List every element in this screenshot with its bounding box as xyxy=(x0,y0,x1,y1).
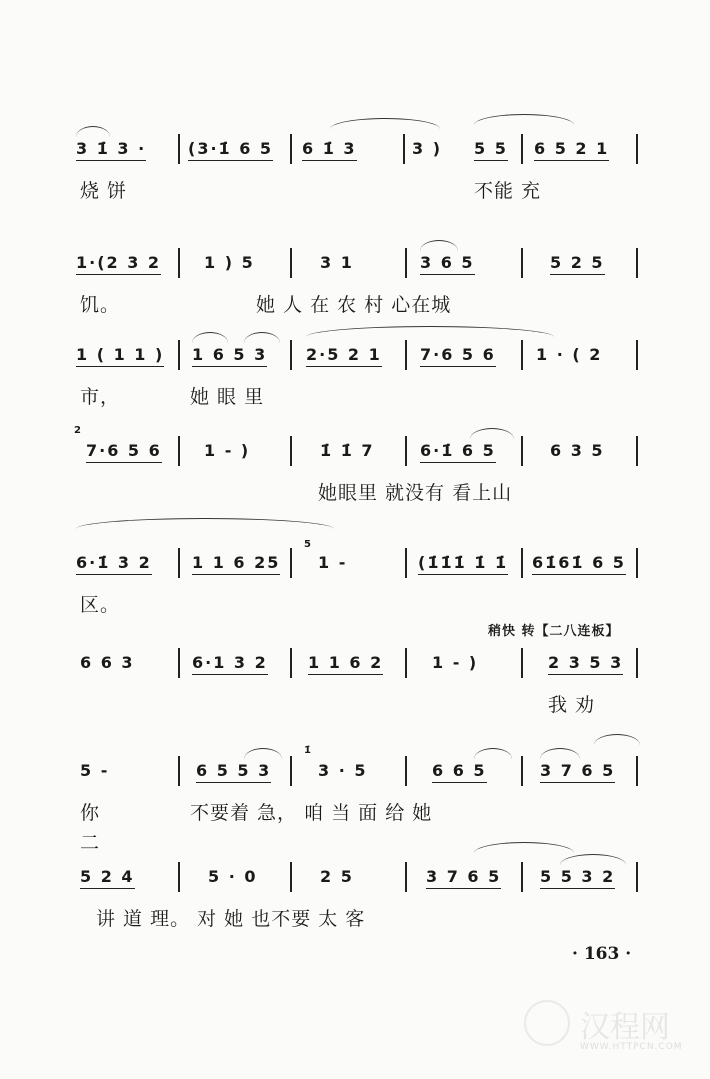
lyric-text: 你 xyxy=(80,802,101,824)
barline xyxy=(290,436,292,466)
grace-note: 5 xyxy=(304,539,311,550)
barline xyxy=(636,648,638,678)
score-line-6 xyxy=(0,652,710,722)
measure-notes: 2 5 xyxy=(320,867,354,886)
slur xyxy=(244,748,282,759)
barline xyxy=(290,548,292,578)
score-line-5 xyxy=(0,539,710,622)
barline xyxy=(636,248,638,278)
barline xyxy=(521,248,523,278)
measure-notes: 1 ( 1 1 ) xyxy=(76,344,164,367)
measure-notes: 3 6 5 xyxy=(420,252,475,275)
measure-notes: 6·1̇ 3 2 xyxy=(76,552,152,575)
barline xyxy=(178,436,180,466)
measure-notes: 6·1̇ 6 5 xyxy=(420,440,496,463)
measure-notes: 5 2 4 xyxy=(80,866,135,889)
measure-notes: 3 7 6 5 xyxy=(426,866,501,889)
barline xyxy=(521,340,523,370)
barline xyxy=(290,756,292,786)
score-line-1 xyxy=(0,138,710,208)
measure-notes: 5 - xyxy=(80,761,110,780)
barline xyxy=(521,134,523,164)
measure-notes: 1 1 6 2 xyxy=(308,652,383,675)
measure-notes: 5 5 xyxy=(474,138,508,161)
barline xyxy=(636,756,638,786)
barline xyxy=(636,436,638,466)
measure-notes: 3 1̇ 3 · xyxy=(76,138,146,161)
barline xyxy=(178,756,180,786)
measure-notes: 1 1 6 25 xyxy=(192,552,280,575)
page-number: · 163 · xyxy=(572,944,632,964)
measure-notes: 61̇61̇ 6 5 xyxy=(532,552,626,575)
watermark-text: 汉程网 xyxy=(580,1010,670,1045)
measure-notes: 1̇ 1̇ 7 xyxy=(320,441,375,460)
barline xyxy=(636,340,638,370)
slur xyxy=(474,748,512,759)
barline xyxy=(405,756,407,786)
slur xyxy=(594,734,640,745)
lyric-text: 她眼里 就没有 看上山 xyxy=(318,482,513,504)
barline xyxy=(403,134,405,164)
slur xyxy=(560,854,626,865)
measure-notes: 1·(2 3 2 xyxy=(76,252,161,275)
slur xyxy=(330,118,440,129)
barline xyxy=(178,862,180,892)
score-line-4 xyxy=(0,425,710,510)
measure-notes: 3 ) xyxy=(412,139,443,158)
score-line-3 xyxy=(0,344,710,414)
lyric-text: 不要着 急， 咱 当 面 给 她 xyxy=(190,802,433,824)
grace-note: 2 xyxy=(74,425,81,436)
measure-notes: (1̇1̇1̇ 1̇ 1̇ xyxy=(418,552,508,575)
barline xyxy=(178,648,180,678)
slur xyxy=(470,428,514,439)
slur xyxy=(244,332,280,343)
barline xyxy=(636,548,638,578)
watermark-logo-icon xyxy=(524,1000,570,1046)
barline xyxy=(521,648,523,678)
grace-note: 1̇ xyxy=(304,745,311,756)
lyric-text: 二 xyxy=(80,832,101,854)
score-line-7 xyxy=(0,745,710,830)
lyric-text: 她 人 在 农 村 心在城 xyxy=(256,294,452,316)
lyric-text: 区。 xyxy=(80,594,121,616)
barline xyxy=(290,340,292,370)
measure-notes: 3 1 xyxy=(320,253,354,272)
barline xyxy=(405,548,407,578)
barline xyxy=(521,756,523,786)
measure-notes: 1 - ) xyxy=(204,441,251,460)
lyric-text: 不能 充 xyxy=(474,180,542,202)
score-line-2 xyxy=(0,252,710,322)
measure-notes: 5 2 5 xyxy=(550,252,605,275)
slur xyxy=(474,114,574,125)
measure-notes: 1 - ) xyxy=(432,653,479,672)
barline xyxy=(178,340,180,370)
measure-notes: 6 5 2 1 xyxy=(534,138,609,161)
measure-notes: 7·6 5 6 xyxy=(420,344,496,367)
slur xyxy=(76,126,110,137)
measure-notes: 2·5 2 1 xyxy=(306,344,382,367)
barline xyxy=(405,862,407,892)
barline xyxy=(521,548,523,578)
barline xyxy=(405,648,407,678)
barline xyxy=(290,648,292,678)
lyric-text: 我 劝 xyxy=(548,694,596,716)
slur xyxy=(420,240,458,251)
slur xyxy=(192,332,228,343)
barline xyxy=(290,862,292,892)
barline xyxy=(636,862,638,892)
barline xyxy=(521,862,523,892)
measure-notes: 5 5 3 2 xyxy=(540,866,615,889)
barline xyxy=(290,248,292,278)
barline xyxy=(636,134,638,164)
barline xyxy=(290,134,292,164)
measure-notes: 1 6 5 3 xyxy=(192,344,267,367)
barline xyxy=(405,340,407,370)
barline xyxy=(405,436,407,466)
lyric-text: 讲 道 理。 对 她 也不要 太 客 xyxy=(96,908,366,930)
slur xyxy=(306,326,554,337)
slur xyxy=(474,842,574,853)
measure-notes: 3 7 6 5 xyxy=(540,760,615,783)
tempo-marking: 稍快 转【二八连板】 xyxy=(488,624,620,639)
measure-notes: 6 6 5 xyxy=(432,760,487,783)
measure-notes: 5 · 0 xyxy=(208,867,258,886)
measure-notes: 7·6 5 6 xyxy=(86,440,162,463)
lyric-text: 市， xyxy=(80,386,121,408)
measure-notes: 6 3 5 xyxy=(550,441,605,460)
lyric-text: 烧 饼 xyxy=(80,180,128,202)
measure-notes: 1 - xyxy=(318,553,348,572)
measure-notes: 3 · 5 xyxy=(318,761,368,780)
barline xyxy=(521,436,523,466)
barline xyxy=(178,548,180,578)
barline xyxy=(178,248,180,278)
measure-notes: 6 6 3 xyxy=(80,653,135,672)
score-line-8 xyxy=(0,832,710,936)
measure-notes: 6 5 5 3 xyxy=(196,760,271,783)
barline xyxy=(405,248,407,278)
watermark-url: WWW.HTTPCN.COM xyxy=(580,1042,683,1052)
measure-notes: 6·1 3 2 xyxy=(192,652,268,675)
slur xyxy=(540,748,580,759)
slur xyxy=(76,518,334,529)
barline xyxy=(178,134,180,164)
measure-notes: (3·1̇ 6 5 xyxy=(188,138,273,161)
measure-notes: 1 ) 5 xyxy=(204,253,255,272)
measure-notes: 1 · ( 2 xyxy=(536,345,603,364)
measure-notes: 2 3 5 3 xyxy=(548,652,623,675)
measure-notes: 6 1̇ 3 xyxy=(302,138,357,161)
lyric-text: 饥。 xyxy=(80,294,121,316)
lyric-text: 她 眼 里 xyxy=(190,386,265,408)
